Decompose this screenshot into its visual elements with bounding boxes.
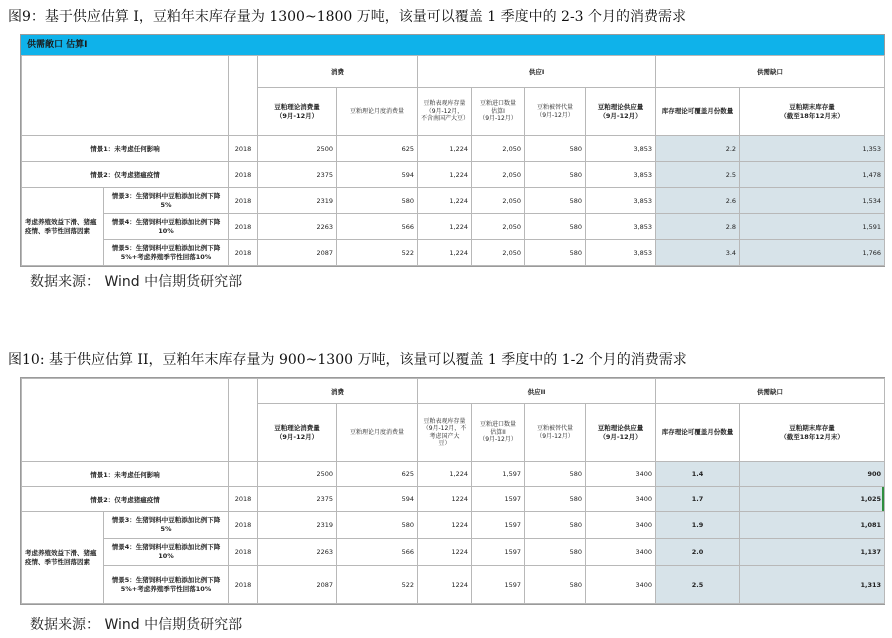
scenario-label: 情景1：未考虑任何影响 — [22, 136, 229, 162]
ending-stock-cell: 1,534 — [740, 188, 885, 214]
value-cell: 522 — [337, 566, 418, 604]
col-header-theoretical-supply: 豆粕理论供应量 （9月-12月） — [586, 88, 656, 136]
table-row — [22, 240, 885, 266]
year-header-cell — [229, 56, 258, 136]
col-header-apparent-stock: 豆粕表观库存量 （9月-12月， 不含南国产大豆） — [418, 88, 472, 136]
figure-9-title: 图9：基于供应估算 I，豆粕年末库存量为 1300~1800 万吨，该量可以覆盖 1 季度中的 2-3 个月的消费需求 — [8, 9, 687, 25]
value-cell: 580 — [525, 188, 586, 214]
value-cell: 522 — [337, 240, 418, 266]
value-cell: 1,224 — [418, 162, 472, 188]
scenario-label: 情景5：生猪饲料中豆粕添加比例下降5%+考虑养殖季节性回落10% — [104, 566, 229, 604]
value-cell: 2,050 — [472, 162, 525, 188]
scenario-label: 情景2：仅考虑猪瘟疫情 — [22, 162, 229, 188]
coverage-cell: 2.5 — [656, 566, 740, 604]
value-cell: 625 — [337, 136, 418, 162]
table-row — [22, 214, 885, 240]
value-cell: 580 — [525, 214, 586, 240]
coverage-cell: 1.9 — [656, 512, 740, 539]
value-cell: 1,224 — [418, 136, 472, 162]
scenario-label: 情景1：未考虑任何影响 — [22, 462, 229, 487]
year-cell: 2018 — [229, 136, 258, 162]
value-cell: 2,050 — [472, 214, 525, 240]
col-header-import-estimate: 豆粕进口数量 估算II （9月-12月） — [472, 404, 525, 462]
group-header-gap: 供需缺口 — [656, 379, 885, 404]
supply-demand-table-1 — [21, 55, 885, 266]
col-header-monthly-consumption: 豆粕理论月度消费量 — [337, 404, 418, 462]
value-cell: 580 — [525, 136, 586, 162]
coverage-cell: 1.7 — [656, 487, 740, 512]
value-cell: 580 — [525, 240, 586, 266]
figure-10-table — [20, 377, 885, 605]
year-cell: 2018 — [229, 487, 258, 512]
table-row — [22, 162, 885, 188]
value-cell: 2087 — [258, 240, 337, 266]
value-cell: 3400 — [586, 566, 656, 604]
value-cell: 1,224 — [418, 214, 472, 240]
table-row — [22, 188, 885, 214]
ending-stock-cell: 1,353 — [740, 136, 885, 162]
value-cell: 594 — [337, 162, 418, 188]
value-cell: 2375 — [258, 487, 337, 512]
figure-10-source: 数据来源： Wind 中信期货研究部 — [30, 617, 243, 633]
value-cell: 1597 — [472, 566, 525, 604]
coverage-cell: 2.8 — [656, 214, 740, 240]
table-title-bar: 供需敞口 估算I — [21, 35, 884, 55]
coverage-cell: 3.4 — [656, 240, 740, 266]
value-cell: 2500 — [258, 462, 337, 487]
merged-factor-label: 考虑养殖效益下滑、猪瘟疫情、季节性回落因素 — [22, 512, 104, 604]
year-cell: 2018 — [229, 539, 258, 566]
corner-cell — [22, 379, 229, 462]
scenario-label: 情景3：生猪饲料中豆粕添加比例下降5% — [104, 512, 229, 539]
year-cell — [229, 462, 258, 487]
group-header-supply: 供应I — [418, 56, 656, 88]
value-cell: 2263 — [258, 214, 337, 240]
col-header-coverage-months: 库存理论可覆盖月份数量 — [656, 88, 740, 136]
value-cell: 3400 — [586, 487, 656, 512]
table-row — [22, 487, 885, 512]
value-cell: 3,853 — [586, 188, 656, 214]
col-header-theoretical-supply: 豆粕理论供应量 （9月-12月） — [586, 404, 656, 462]
figure-9-table — [20, 34, 885, 267]
value-cell: 1,224 — [418, 462, 472, 487]
value-cell: 580 — [337, 512, 418, 539]
value-cell: 1224 — [418, 487, 472, 512]
value-cell: 3400 — [586, 462, 656, 487]
value-cell: 3,853 — [586, 240, 656, 266]
ending-stock-cell: 1,478 — [740, 162, 885, 188]
value-cell: 2,050 — [472, 188, 525, 214]
ending-stock-cell: 1,766 — [740, 240, 885, 266]
scenario-label: 情景2：仅考虑猪瘟疫情 — [22, 487, 229, 512]
year-cell: 2018 — [229, 566, 258, 604]
value-cell: 2319 — [258, 188, 337, 214]
value-cell: 1224 — [418, 539, 472, 566]
table-row — [22, 462, 885, 487]
col-header-coverage-months: 库存理论可覆盖月份数量 — [656, 404, 740, 462]
group-header-supply: 供应II — [418, 379, 656, 404]
col-header-consumption-total: 豆粕理论消费量 （9月-12月） — [258, 404, 337, 462]
col-header-monthly-consumption: 豆粕理论月度消费量 — [337, 88, 418, 136]
value-cell: 566 — [337, 214, 418, 240]
year-header-cell — [229, 379, 258, 462]
table-row — [22, 566, 885, 604]
year-cell: 2018 — [229, 162, 258, 188]
value-cell: 2263 — [258, 539, 337, 566]
table-row — [22, 136, 885, 162]
value-cell: 580 — [337, 188, 418, 214]
table-row — [22, 512, 885, 539]
value-cell: 1597 — [472, 512, 525, 539]
coverage-cell: 2.6 — [656, 188, 740, 214]
scenario-label: 情景4：生猪饲料中豆粕添加比例下降10% — [104, 214, 229, 240]
value-cell: 1597 — [472, 539, 525, 566]
ending-stock-cell: 1,025 — [740, 487, 885, 512]
value-cell: 3400 — [586, 512, 656, 539]
year-cell: 2018 — [229, 240, 258, 266]
value-cell: 2,050 — [472, 136, 525, 162]
value-cell: 1,597 — [472, 462, 525, 487]
value-cell: 3,853 — [586, 214, 656, 240]
col-header-import-estimate: 豆粕进口数量 估算I （9月-12月） — [472, 88, 525, 136]
value-cell: 1224 — [418, 512, 472, 539]
col-header-consumption-total: 豆粕理论消费量 （9月-12月） — [258, 88, 337, 136]
col-header-apparent-stock: 豆粕表观库存量 （9月-12月，不 考虑国产大 豆） — [418, 404, 472, 462]
ending-stock-cell: 1,081 — [740, 512, 885, 539]
value-cell: 594 — [337, 487, 418, 512]
ending-stock-cell: 1,591 — [740, 214, 885, 240]
ending-stock-cell: 1,313 — [740, 566, 885, 604]
value-cell: 3,853 — [586, 136, 656, 162]
value-cell: 2,050 — [472, 240, 525, 266]
figure-9-source: 数据来源： Wind 中信期货研究部 — [30, 274, 243, 290]
group-header-gap: 供需缺口 — [656, 56, 885, 88]
col-header-substitution: 豆粕被替代量 （9月-12月） — [525, 88, 586, 136]
value-cell: 3,853 — [586, 162, 656, 188]
value-cell: 2319 — [258, 512, 337, 539]
value-cell: 580 — [525, 512, 586, 539]
value-cell: 2500 — [258, 136, 337, 162]
value-cell: 2087 — [258, 566, 337, 604]
ending-stock-cell: 900 — [740, 462, 885, 487]
merged-factor-label: 考虑养殖效益下滑、猪瘟疫情、季节性回落因素 — [22, 188, 104, 266]
year-cell: 2018 — [229, 512, 258, 539]
value-cell: 2375 — [258, 162, 337, 188]
value-cell: 580 — [525, 162, 586, 188]
value-cell: 1,224 — [418, 188, 472, 214]
value-cell: 580 — [525, 566, 586, 604]
supply-demand-table-2 — [21, 378, 885, 604]
year-cell: 2018 — [229, 214, 258, 240]
corner-cell — [22, 56, 229, 136]
value-cell: 3400 — [586, 539, 656, 566]
coverage-cell: 2.2 — [656, 136, 740, 162]
value-cell: 580 — [525, 462, 586, 487]
value-cell: 625 — [337, 462, 418, 487]
year-cell: 2018 — [229, 188, 258, 214]
scenario-label: 情景4：生猪饲料中豆粕添加比例下降10% — [104, 539, 229, 566]
group-header-consumption: 消费 — [258, 56, 418, 88]
value-cell: 1,224 — [418, 240, 472, 266]
coverage-cell: 1.4 — [656, 462, 740, 487]
coverage-cell: 2.0 — [656, 539, 740, 566]
scenario-label: 情景5：生猪饲料中豆粕添加比例下降5%+考虑养殖季节性回落10% — [104, 240, 229, 266]
value-cell: 580 — [525, 487, 586, 512]
value-cell: 580 — [525, 539, 586, 566]
figure-10-title: 图10: 基于供应估算 II，豆粕年末库存量为 900~1300 万吨，该量可以覆盖 1 季度中的 1-2 个月的消费需求 — [8, 352, 687, 368]
col-header-substitution: 豆粕被替代量 （9月-12月） — [525, 404, 586, 462]
ending-stock-cell: 1,137 — [740, 539, 885, 566]
value-cell: 566 — [337, 539, 418, 566]
value-cell: 1597 — [472, 487, 525, 512]
col-header-ending-stock: 豆粕期末库存量 （截至18年12月末） — [740, 88, 885, 136]
col-header-ending-stock: 豆粕期末库存量 （截至18年12月末） — [740, 404, 885, 462]
table-row — [22, 539, 885, 566]
scenario-label: 情景3：生猪饲料中豆粕添加比例下降5% — [104, 188, 229, 214]
value-cell: 1224 — [418, 566, 472, 604]
coverage-cell: 2.5 — [656, 162, 740, 188]
group-header-consumption: 消费 — [258, 379, 418, 404]
